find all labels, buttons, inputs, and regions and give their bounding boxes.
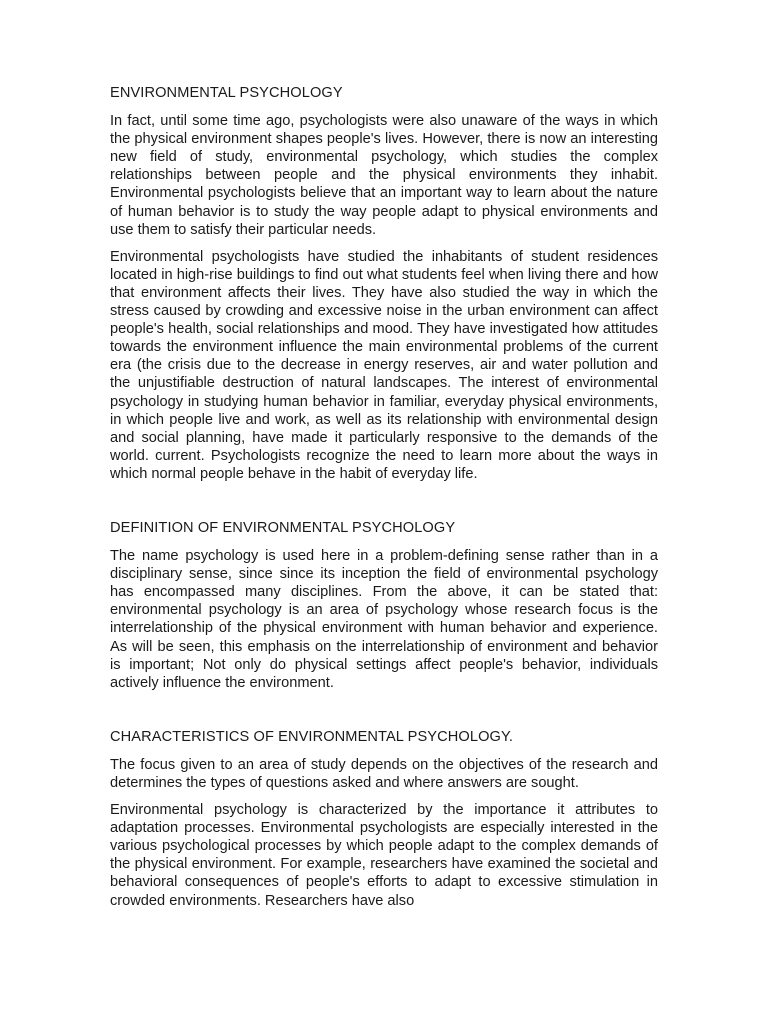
section-spacer <box>110 701 658 728</box>
section-environmental-psychology <box>110 84 658 483</box>
section-definition <box>110 519 658 692</box>
paragraph: Environmental psychology is characterized by the importance it attributes to adaptation processes. Environmental psychologists are especially interested in the various psychological processes by which people adapt to the complex demands of the physical environment. For example, researchers have examined the societal and behavioral consequences of people's efforts to adapt to excessive stimulation in crowded environments. Researchers have also <box>110 802 658 909</box>
paragraph: Environmental psychologists have studied the inhabitants of student residences located in high-rise buildings to find out what students feel when living there and how that environment affects their lives. They have also studied the way in which the stress caused by crowding and excessive noise in the urban environment can affect people's health, social relationships and mood. They have investigated how attitudes towards the environment influence the main environmental problems of the current era (the crisis due to the decrease in energy reserves, air and water pollution and the unjustifiable destruction of natural landscapes. The interest of environmental psychology in studying human behavior in familiar, everyday physical environments, in which people live and work, as well as its relationship with environmental design and social planning, have made it particularly responsive to the demands of the world. current. Psychologists recognize the need to learn more about the ways in which normal people behave in the habit of everyday life. <box>110 248 658 482</box>
section-spacer <box>110 492 658 519</box>
section-heading: DEFINITION OF ENVIRONMENTAL PSYCHOLOGY <box>110 519 456 536</box>
section-heading: ENVIRONMENTAL PSYCHOLOGY <box>110 85 343 101</box>
section-characteristics <box>110 728 658 910</box>
paragraph: The focus given to an area of study depends on the objectives of the research and determines the types of questions asked and where answers are sought. <box>110 756 658 791</box>
section-heading: CHARACTERISTICS OF ENVIRONMENTAL PSYCHOLOGY. <box>110 728 514 745</box>
paragraph: In fact, until some time ago, psychologists were also unaware of the ways in which the physical environment shapes people's lives. However, there is now an interesting new field of study, environmental psychology, which studies the complex relationships between people and the physical environments they inhabit. Environmental psychologists believe that an important way to learn about the nature of human behavior is to study the way people adapt to physical environments and use them to satisfy their particular needs. <box>110 113 658 238</box>
paragraph: The name psychology is used here in a problem-defining sense rather than in a disciplinary sense, since since its inception the field of environmental psychology has encompassed many disciplines. From the above, it can be stated that: environmental psychology is an area of psychology whose research focus is the interrelationship of the physical environment with human behavior and experience. As will be seen, this emphasis on the interrelationship of environment and behavior is important; Not only do physical settings affect people's behavior, individuals actively influence the environment. <box>110 548 658 691</box>
